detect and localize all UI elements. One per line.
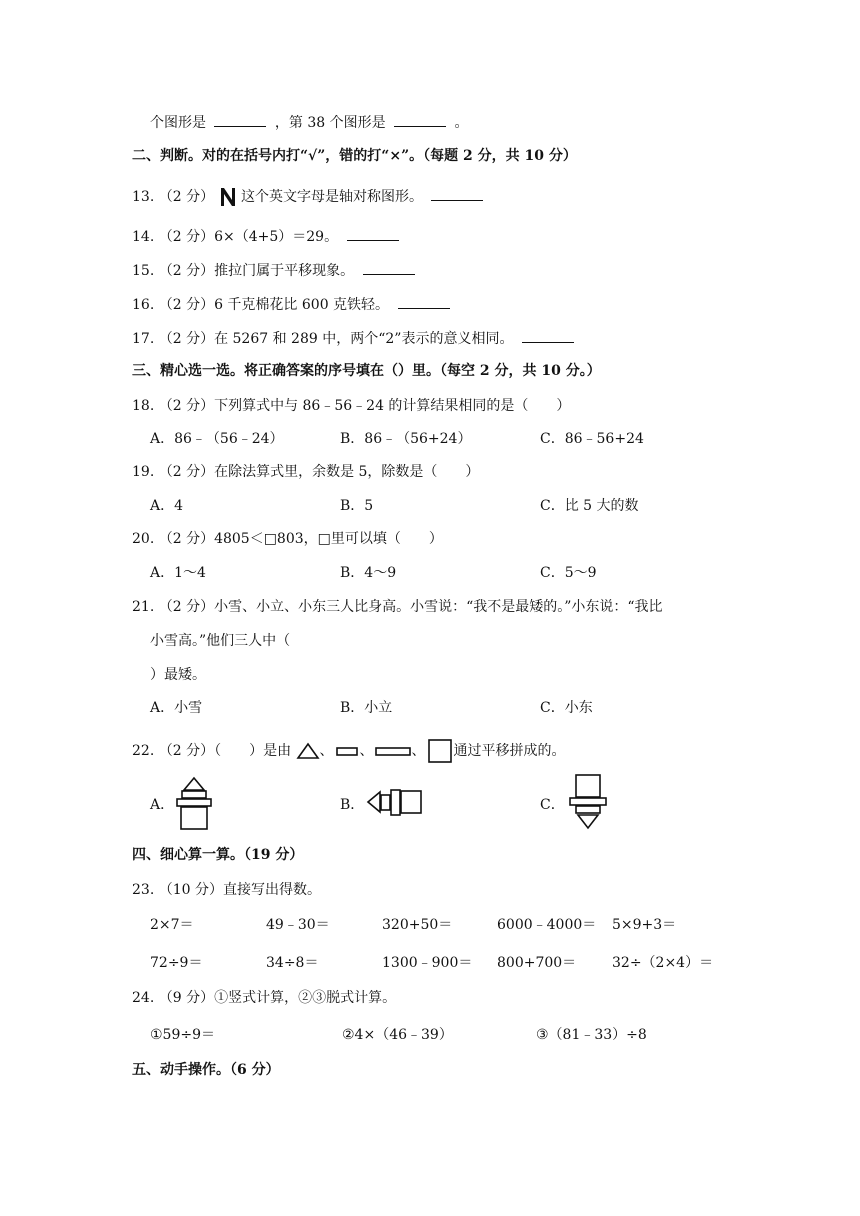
calc-item: 32÷（2×4）＝ (612, 955, 714, 971)
option-b[interactable]: B．86﹣（56+24） (340, 431, 472, 447)
calc-item: ①59÷9＝ (150, 1027, 216, 1043)
question-16 (132, 294, 454, 315)
calc-item: 34÷8＝ (266, 955, 319, 971)
question-score: （2 分） (158, 331, 215, 347)
question-21 (132, 597, 663, 617)
question-number: 21. (132, 599, 155, 615)
question-text: ①竖式计算，②③脱式计算。 (214, 990, 397, 1006)
question-21-line2: 小雪高。”他们三人中（ (150, 633, 291, 649)
question-17 (132, 328, 578, 349)
answer-blank[interactable] (347, 226, 399, 241)
option-a[interactable]: A．小雪 (150, 700, 203, 716)
letter-n-icon (219, 187, 237, 207)
option-b[interactable]: B．小立 (340, 700, 393, 716)
square-icon (426, 737, 454, 765)
calc-item: 320+50＝ (382, 917, 453, 933)
question-number: 14. (132, 229, 155, 245)
answer-blank[interactable] (214, 112, 266, 127)
calc-item: 5×9+3＝ (612, 917, 677, 933)
question-text: 6×（4+5）＝29。 (214, 229, 339, 245)
question-score: （9 分） (158, 990, 215, 1006)
question-score: （2 分） (158, 229, 215, 245)
question-number: 18. (132, 398, 155, 414)
question-22 (132, 737, 566, 765)
question-number: 16. (132, 297, 155, 313)
calc-item: 1300﹣900＝ (382, 955, 473, 971)
answer-blank[interactable] (522, 328, 574, 343)
question-number: 15. (132, 263, 155, 279)
calc-item: ②4×（46﹣39） (342, 1027, 453, 1043)
question-15 (132, 260, 419, 281)
question-score: （2 分） (158, 599, 215, 615)
question-score: （2 分） (158, 464, 215, 480)
question-score: （2 分） (158, 263, 215, 279)
question-number: 13. (132, 189, 155, 205)
answer-blank[interactable] (431, 186, 483, 201)
question-score: （2 分） (158, 743, 215, 759)
question-23 (132, 880, 321, 900)
question-13 (132, 186, 487, 207)
section-heading-hands-on: 五、动手操作。（6 分） (132, 1062, 280, 1078)
question-score: （2 分） (158, 189, 215, 205)
calc-item: 2×7＝ (150, 917, 194, 933)
option-a[interactable]: A．86﹣（56﹣24） (150, 431, 284, 447)
question-text: 6 千克棉花比 600 克铁轻。 (214, 297, 390, 313)
calc-item: 49﹣30＝ (266, 917, 330, 933)
option-c[interactable]: C．5～9 (540, 565, 597, 581)
option-c-figure[interactable] (566, 772, 610, 830)
triangle-icon (296, 742, 320, 760)
option-c[interactable]: C． (540, 797, 565, 813)
question-number: 22. (132, 743, 155, 759)
option-b-figure[interactable] (364, 784, 424, 820)
question-text: 4805＜□803，□里可以填（ ） (214, 531, 443, 547)
question-24 (132, 988, 396, 1008)
calc-item: 800+700＝ (497, 955, 577, 971)
question-20 (132, 529, 443, 549)
calc-item: 6000﹣4000＝ (497, 917, 597, 933)
question-text: 在 5267 和 289 中，两个“2”表示的意义相同。 (214, 331, 514, 347)
question-21-line3: ）最矮。 (150, 667, 206, 683)
tail-text-3: 。 (454, 115, 469, 131)
option-c[interactable]: C．小东 (540, 700, 593, 716)
tail-text-1: 个图形是 (150, 115, 206, 131)
question-number: 20. (132, 531, 155, 547)
question-text: 直接写出得数。 (222, 882, 321, 898)
option-a[interactable]: A．1～4 (150, 565, 206, 581)
question-text: 小雪、小立、小东三人比身高。小雪说：“我不是最矮的。”小东说：“我比 (214, 599, 663, 615)
long-rectangle-icon (374, 745, 412, 757)
separator: 、 (411, 743, 426, 759)
question-text: （ ）是由 (214, 743, 292, 759)
question-number: 24. (132, 990, 155, 1006)
option-a[interactable]: A．4 (150, 498, 184, 514)
option-a[interactable]: A． (150, 797, 175, 813)
question-number: 17. (132, 331, 155, 347)
question-text: 这个英文字母是轴对称图形。 (240, 189, 423, 205)
answer-blank[interactable] (363, 260, 415, 275)
question-score: （10 分） (158, 882, 223, 898)
question-14 (132, 226, 403, 247)
answer-blank[interactable] (398, 294, 450, 309)
question-text: 通过平移拼成的。 (453, 743, 566, 759)
question-18 (132, 396, 570, 416)
calc-item: ③（81﹣33）÷8 (536, 1027, 647, 1043)
option-b[interactable]: B．5 (340, 498, 374, 514)
section-heading-judge: 二、判断。对的在括号内打“√”，错的打“×”。（每题 2 分，共 10 分） (132, 148, 577, 164)
question-score: （2 分） (158, 297, 215, 313)
question-number: 19. (132, 464, 155, 480)
question-text: 在除法算式里，余数是 5，除数是（ ） (214, 464, 480, 480)
option-a-figure[interactable] (172, 776, 216, 832)
separator: 、 (319, 743, 334, 759)
question-score: （2 分） (158, 398, 215, 414)
section-heading-calculate: 四、细心算一算。（19 分） (132, 847, 304, 863)
question-score: （2 分） (158, 531, 215, 547)
tail-text-2: ，第 38 个图形是 (274, 115, 386, 131)
small-rectangle-icon (334, 745, 360, 757)
option-b[interactable]: B．4～9 (340, 565, 397, 581)
answer-blank[interactable] (394, 112, 446, 127)
option-c[interactable]: C．比 5 大的数 (540, 498, 639, 514)
separator: 、 (359, 743, 374, 759)
question-text: 下列算式中与 86﹣56﹣24 的计算结果相同的是（ ） (214, 398, 571, 414)
calc-item: 72÷9＝ (150, 955, 203, 971)
question-19 (132, 462, 479, 482)
option-b[interactable]: B． (340, 797, 365, 813)
question-number: 23. (132, 882, 155, 898)
section-heading-choice: 三、精心选一选。将正确答案的序号填在（）里。（每空 2 分，共 10 分。） (132, 363, 601, 379)
question-text: 推拉门属于平移现象。 (214, 263, 355, 279)
option-c[interactable]: C．86﹣56+24 (540, 431, 644, 447)
prev-question-tail (150, 112, 469, 133)
